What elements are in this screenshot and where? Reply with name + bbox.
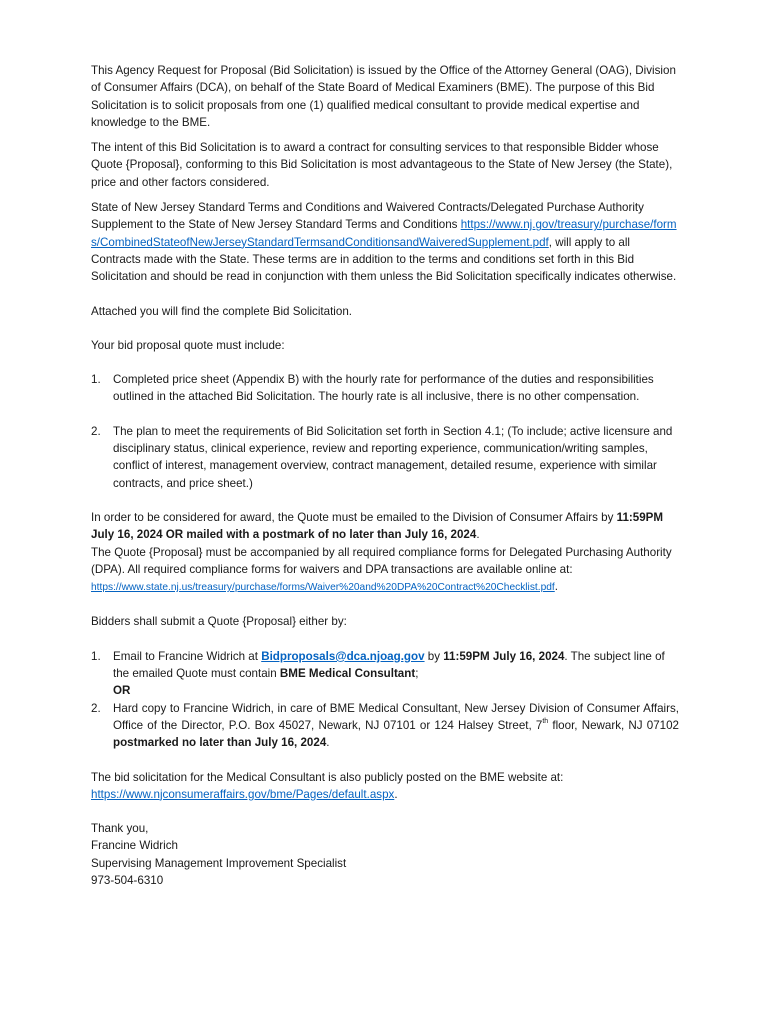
or-label: OR [113, 684, 131, 698]
email-link[interactable]: Bidproposals@dca.njoag.gov [261, 649, 425, 663]
terms-link[interactable]: https://www.nj.gov/treasury/purchase/forms/CombinedStateofNewJerseyStandardTermsandConditionsandWaiveredSupplement.pdf [91, 218, 677, 249]
closing: Thank you, [91, 822, 149, 836]
letter-body [91, 62, 679, 889]
intro-paragraph: This Agency Request for Proposal (Bid Solicitation) is issued by the Office of the Attorney General (OAG), Division of Consumer Affairs (DCA), on behalf of the State Board of Medical Examiners (BME). The purpose of this Bid Solicitation is to solicit proposals from one (1) qualified medical consultant to provide medical expertise and knowledge to the BME. [91, 64, 676, 129]
attached-paragraph: Attached you will find the complete Bid Solicitation. [91, 304, 353, 318]
deadline-paragraph: In order to be considered for award, the Quote must be emailed to the Division of Consumer Affairs by 11:59PM July 16, 2024 OR mailed with a postmark of no later than July 16, 2024. The Quote {Proposal} must be accompanied by all required compliance forms for Delegated Purchasing Authority (DPA). All required compliance forms for waivers and DPA transactions are available online at: https://www.state.nj.us/treasury/purchase/forms/Waiver%20and%20DPA%20Contract%20Checklist.pdf. [91, 510, 672, 594]
signer-name: Francine Widrich [91, 839, 178, 853]
list-item: 1. Email to Francine Widrich at Bidproposals@dca.njoag.gov by 11:59PM July 16, 2024. The subject line of the emailed Quote must contain BME Medical Consultant; OR [91, 649, 665, 698]
deadline-bold: 11:59PM July 16, 2024 OR mailed with a postmark of no later than July 16, 2024 [91, 510, 664, 542]
website-paragraph: The bid solicitation for the Medical Consultant is also publicly posted on the BME website at: https://www.njconsumeraffairs.gov/bme/Pages/default.aspx. [91, 770, 564, 801]
intent-paragraph: The intent of this Bid Solicitation is to award a contract for consulting services to that responsible Bidder whose Quote {Proposal}, conforming to this Bid Solicitation is most advantageous to the State of New Jersey (the State), price and other factors considered. [91, 141, 673, 189]
waiver-link[interactable]: https://www.state.nj.us/treasury/purchase/forms/Waiver%20and%20DPA%20Contract%20Checklist.pdf [91, 582, 555, 594]
submit-heading: Bidders shall submit a Quote {Proposal} either by: [91, 615, 347, 629]
list-item: 2. Hard copy to Francine Widrich, in care of BME Medical Consultant, New Jersey Division of Consumer Affairs, Office of the Director, P.O. Box 45027, Newark, NJ 07101 or 124 Halsey Street, 7th floor, Newark, NJ 07102 postmarked no later than July 16, 2024. [91, 701, 680, 750]
submit-list [91, 648, 679, 752]
signer-phone: 973-504-6310 [91, 873, 164, 887]
include-list [91, 371, 679, 492]
bme-website-link[interactable]: https://www.njconsumeraffairs.gov/bme/Pages/default.aspx [91, 787, 395, 801]
list-item: 2. The plan to meet the requirements of Bid Solicitation set forth in Section 4.1; (To include; active licensure and disciplinary status, clinical experience, review and reporting experience, communication/writing samples, conflict of interest, management overview, contract management, detailed resume, experience with similar contracts, and price sheet.) [91, 424, 673, 490]
include-heading: Your bid proposal quote must include: [91, 338, 285, 352]
list-item: 1. Completed price sheet (Appendix B) with the hourly rate for performance of the duties and responsibilities outlined in the attached Bid Solicitation. The hourly rate is all inclusive, there is no other compensation. [91, 373, 654, 404]
signer-title: Supervising Management Improvement Specialist [91, 856, 347, 870]
signature-block [91, 820, 679, 889]
terms-paragraph: State of New Jersey Standard Terms and Conditions and Waivered Contracts/Delegated Purchase Authority Supplement to the State of New Jersey Standard Terms and Conditions https://www.nj.gov/treasury/purchase/forms/CombinedStateofNewJerseyStandardTermsandConditionsandWaiveredSupplement.pdf, will apply to all Contracts made with the State. These terms are in addition to the terms and conditions set forth in this Bid Solicitation and should be read in conjunction with them unless the Bid Solicitation specifically indicates otherwise. [91, 201, 677, 284]
